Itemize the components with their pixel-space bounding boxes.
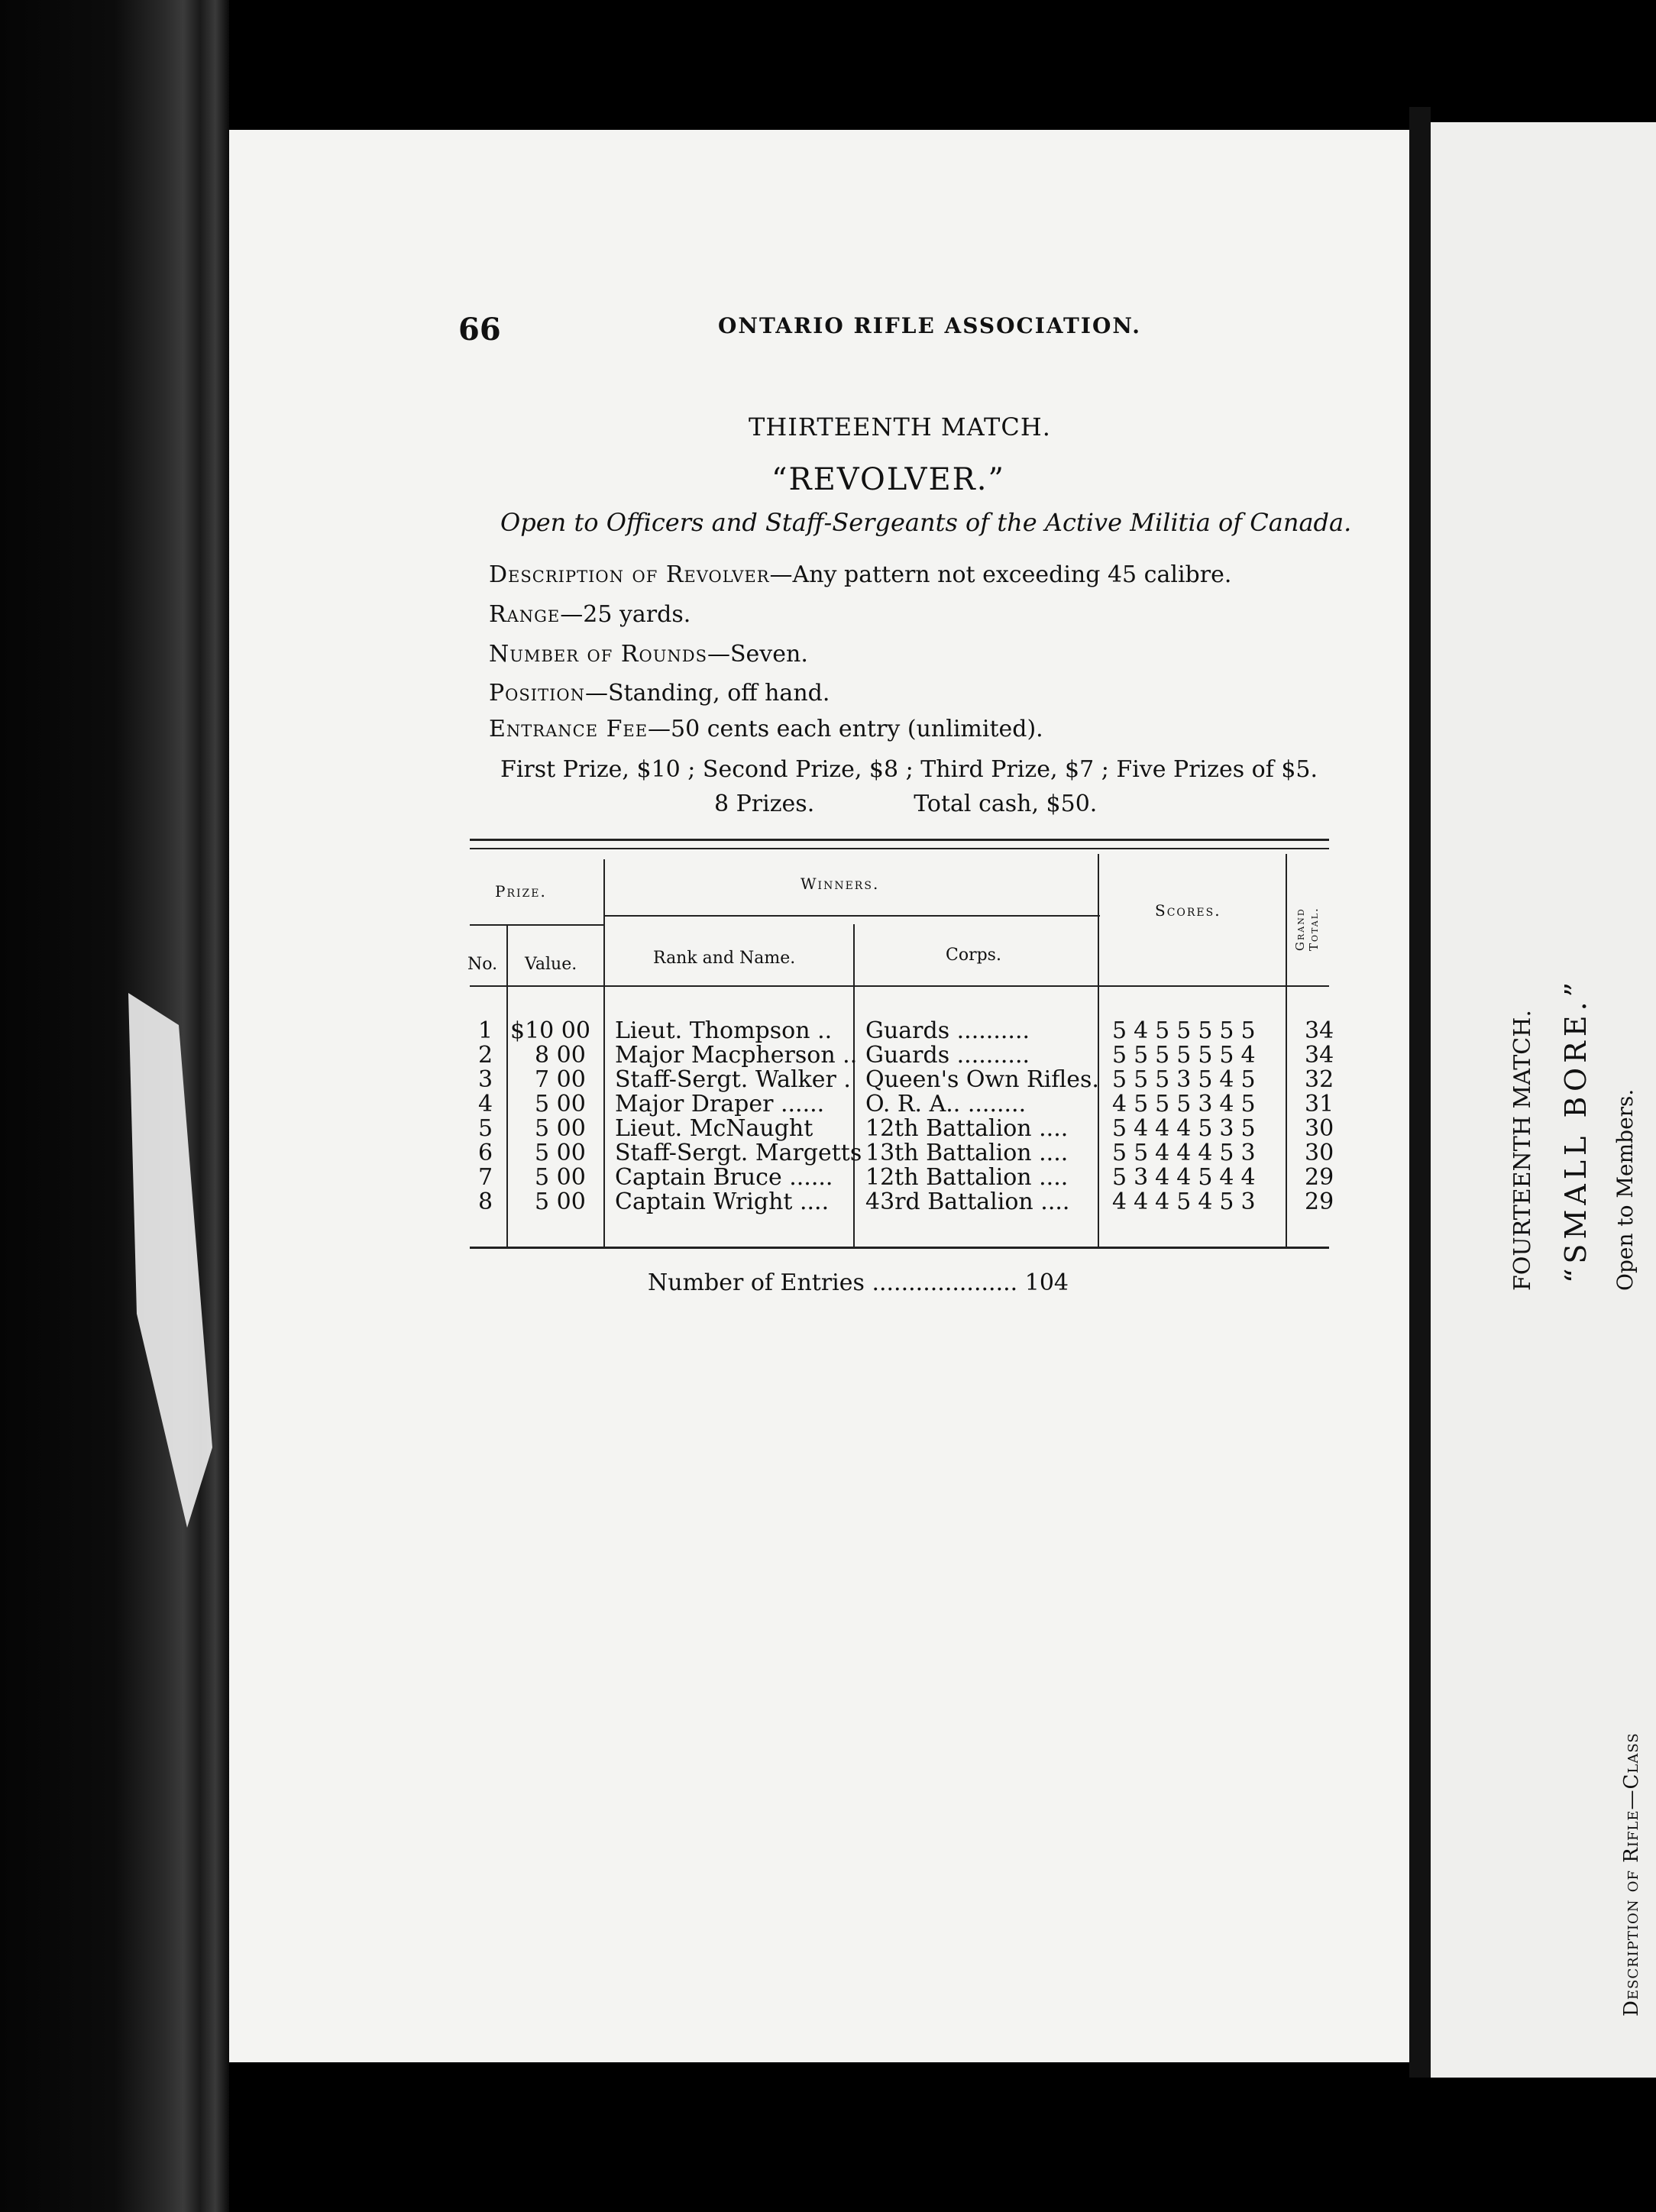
spec-line	[489, 641, 808, 668]
row-corps: 43rd Battalion ....	[865, 1188, 1070, 1215]
col-divider	[603, 859, 605, 1247]
row-total: 29	[1305, 1188, 1334, 1215]
row-value: 5 00	[535, 1164, 586, 1191]
table-bottom-rule	[470, 1247, 1329, 1249]
row-scores: 5555554	[1112, 1042, 1263, 1069]
header-bottom-rule	[470, 985, 1329, 987]
winners-header-rule	[603, 915, 1100, 917]
row-value: 5 00	[535, 1091, 586, 1117]
col-divider	[1286, 854, 1287, 1247]
table-top-rule-2	[470, 848, 1329, 849]
row-total: 34	[1305, 1017, 1334, 1044]
row-no: 6	[478, 1140, 493, 1166]
col-divider	[1098, 854, 1099, 1247]
row-name: Lieut. McNaught	[615, 1115, 813, 1142]
row-value: 8 00	[535, 1042, 586, 1069]
facing-match-title: FOURTEENTH MATCH.	[1509, 1010, 1536, 1291]
spec-label: Position	[489, 680, 585, 707]
row-no: 5	[478, 1115, 493, 1142]
row-scores: 4445453	[1112, 1188, 1263, 1215]
row-name: Captain Wright ....	[615, 1188, 830, 1215]
grand-total-header	[1293, 907, 1321, 951]
spec-line	[489, 601, 691, 628]
rank-name-header: Rank and Name.	[653, 949, 796, 968]
col-divider	[506, 926, 508, 1247]
entries-value: 104	[1024, 1269, 1069, 1296]
scores-header: Scores.	[1155, 901, 1221, 920]
facing-page	[1431, 122, 1656, 2078]
page-number: 66	[458, 312, 501, 348]
prize-line: First Prize, $10 ; Second Prize, $8 ; Third Prize, $7 ; Five Prizes of $5.	[500, 756, 1318, 783]
row-value: 5 00	[535, 1188, 586, 1215]
prize-header: Prize.	[495, 882, 547, 901]
row-no: 7	[478, 1164, 493, 1191]
spec-text: —50 cents each entry (unlimited).	[648, 716, 1043, 742]
spec-text: —Seven.	[707, 641, 808, 668]
row-name: Captain Bruce ......	[615, 1164, 833, 1191]
row-scores: 5344544	[1112, 1164, 1263, 1191]
row-scores: 5444535	[1112, 1115, 1263, 1142]
facing-eligibility: Open to Members.	[1612, 1088, 1638, 1291]
spec-line	[489, 680, 830, 707]
row-corps: 12th Battalion ....	[865, 1115, 1069, 1142]
row-total: 29	[1305, 1164, 1334, 1191]
spec-text: —Standing, off hand.	[584, 680, 830, 707]
row-no: 4	[478, 1091, 493, 1117]
corps-header: Corps.	[946, 946, 1001, 965]
row-total: 32	[1305, 1066, 1334, 1093]
eligibility-line: Open to Officers and Staff-Sergeants of the Active Militia of Canada.	[500, 508, 1352, 537]
facing-match-name: “SMALL BORE.”	[1559, 978, 1593, 1283]
row-name: Staff-Sergt. Walker .	[615, 1066, 851, 1093]
table-top-rule	[470, 839, 1329, 841]
row-total: 34	[1305, 1042, 1334, 1069]
row-total: 30	[1305, 1115, 1334, 1142]
row-value: 5 00	[535, 1140, 586, 1166]
spec-label: Range	[489, 601, 561, 628]
row-scores: 5544453	[1112, 1140, 1263, 1166]
running-title: ONTARIO RIFLE ASSOCIATION.	[718, 313, 1141, 338]
spec-label: Number of Rounds	[489, 641, 707, 668]
spec-label: Description of Revolver	[489, 561, 770, 588]
row-value: $10 00	[510, 1017, 590, 1044]
row-no: 8	[478, 1188, 493, 1215]
total-cash: Total cash, $50.	[914, 791, 1098, 817]
row-no: 2	[478, 1042, 493, 1069]
row-name: Major Draper ......	[615, 1091, 825, 1117]
prize-count-line	[714, 791, 1097, 817]
page-gutter	[1409, 107, 1431, 2078]
row-corps: Guards ..........	[865, 1042, 1030, 1069]
col-divider	[853, 924, 855, 1247]
prize-count: 8 Prizes.	[714, 791, 815, 817]
match-title: THIRTEENTH MATCH.	[749, 412, 1051, 441]
value-header: Value.	[525, 955, 577, 974]
book-spine	[0, 0, 229, 2212]
row-value: 7 00	[535, 1066, 586, 1093]
grand-total-line-1: Grand	[1293, 907, 1307, 951]
winners-header: Winners.	[801, 875, 880, 893]
entries-line	[648, 1269, 1069, 1296]
row-corps: 12th Battalion ....	[865, 1164, 1069, 1191]
spec-text: —25 yards.	[560, 601, 691, 628]
row-corps: Guards ..........	[865, 1017, 1030, 1044]
grand-total-line-2: Total.	[1307, 907, 1321, 951]
row-corps: Queen's Own Rifles.	[865, 1066, 1099, 1093]
row-scores: 4555345	[1112, 1091, 1263, 1117]
spec-line	[489, 561, 1231, 588]
prize-header-rule	[470, 924, 603, 926]
match-name: “REVOLVER.”	[771, 462, 1005, 497]
row-scores: 5455555	[1112, 1017, 1263, 1044]
entries-label: Number of Entries ....................	[648, 1269, 1018, 1296]
spec-label: Entrance Fee	[489, 716, 648, 742]
spec-text: —Any pattern not exceeding 45 calibre.	[769, 561, 1232, 588]
row-name: Major Macpherson ..	[615, 1042, 858, 1069]
row-no: 3	[478, 1066, 493, 1093]
row-name: Staff-Sergt. Margetts	[615, 1140, 862, 1166]
row-name: Lieut. Thompson ..	[615, 1017, 833, 1044]
no-header: No.	[467, 955, 498, 974]
row-no: 1	[478, 1017, 493, 1044]
row-corps: 13th Battalion ....	[865, 1140, 1069, 1166]
facing-spec-fragment: Description of Rifle—Class	[1620, 1732, 1643, 2016]
spec-line	[489, 716, 1043, 742]
row-scores: 5553545	[1112, 1066, 1263, 1093]
row-corps: O. R. A.. ........	[865, 1091, 1027, 1117]
row-value: 5 00	[535, 1115, 586, 1142]
row-total: 31	[1305, 1091, 1334, 1117]
row-total: 30	[1305, 1140, 1334, 1166]
